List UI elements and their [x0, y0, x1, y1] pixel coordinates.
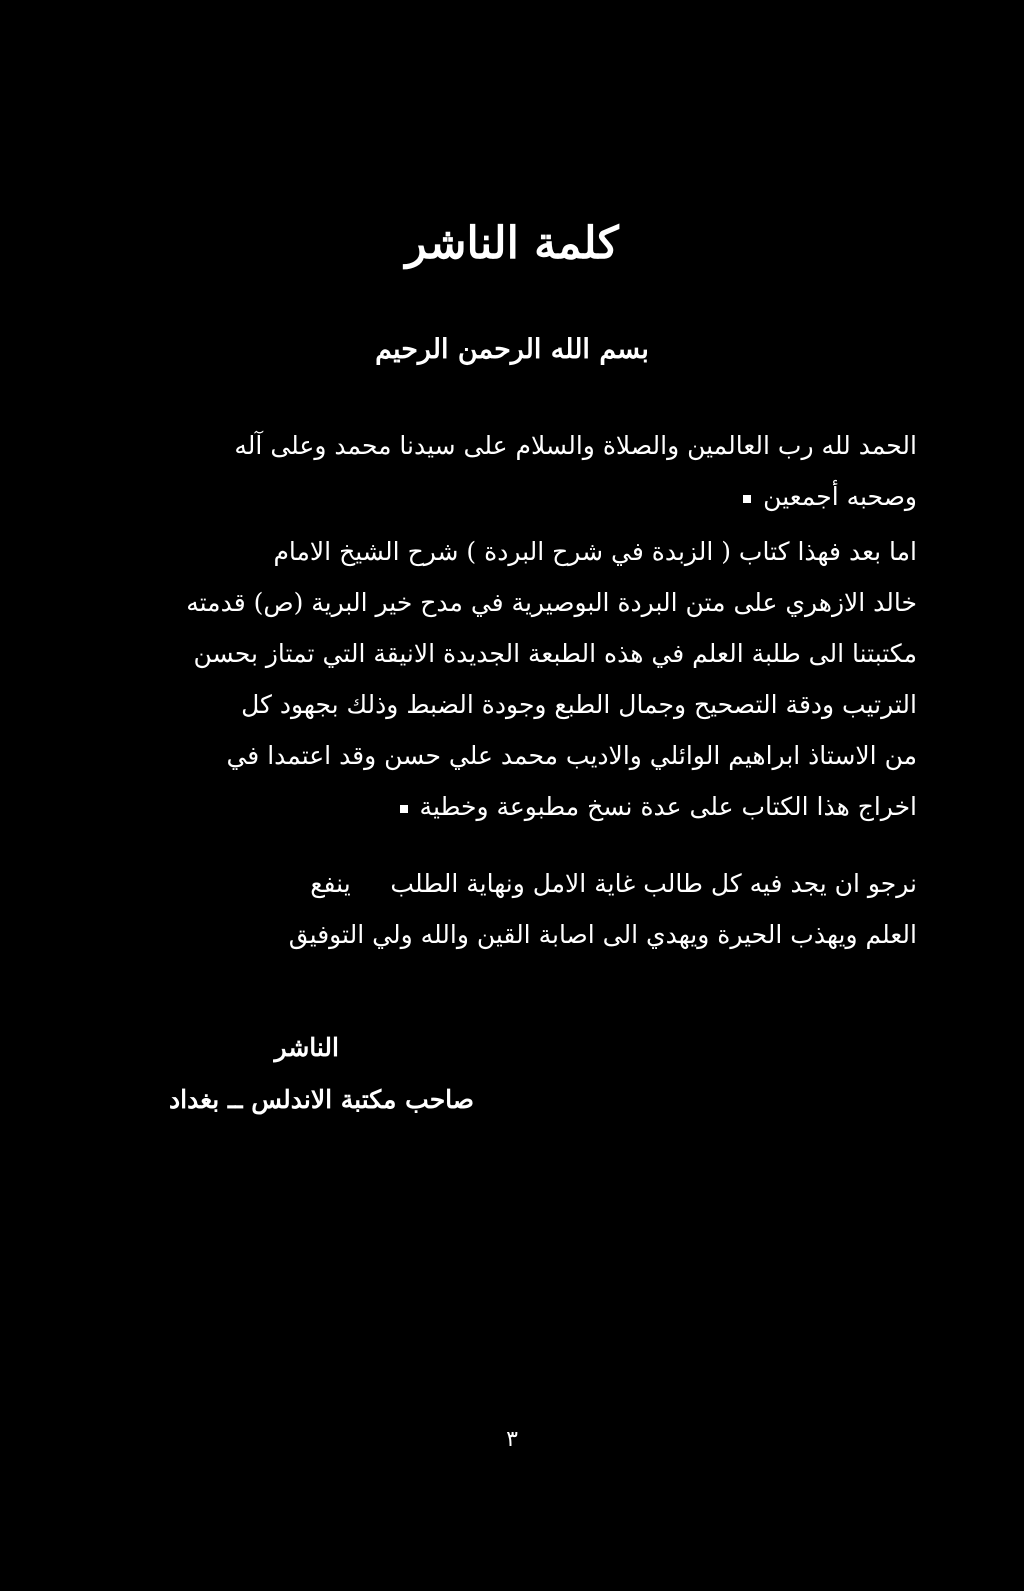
paragraph-line: العلم ويهذب الحيرة ويهدي الى اصابة القين والله ولي التوفيق [288, 920, 917, 949]
page-title: كلمة الناشر [405, 218, 619, 269]
paragraph-line-end [107, 471, 917, 522]
paragraph-line-text: وصحبه أجمعين [763, 482, 917, 511]
paragraph-line-end [107, 781, 917, 832]
paragraph-line: نرجو ان يجد فيه كل طالب غاية الامل ونهاية الطلب ينفع [310, 869, 917, 898]
paragraph-line: الحمد لله رب العالمين والصلاة والسلام على سيدنا محمد وعلى آله [234, 431, 917, 460]
paragraph-praise [107, 420, 917, 522]
paragraph-line: خالد الازهري على متن البردة البوصيرية في مدح خير البرية (ص) قدمته [186, 588, 917, 617]
paragraph-line: من الاستاذ ابراهيم الوائلي والاديب محمد علي حسن وقد اعتمدا في [226, 741, 917, 770]
basmala: بسم الله الرحمن الرحيم [375, 334, 649, 365]
paragraph-end-square-icon [743, 495, 751, 503]
paragraph-book-intro [107, 526, 917, 832]
paragraph-line: الترتيب ودقة التصحيح وجمال الطبع وجودة الضبط وذلك بجهود كل [241, 690, 917, 719]
publisher-name: صاحب مكتبة الاندلس ــ بغداد [169, 1085, 474, 1114]
page-number: ٣ [506, 1427, 518, 1452]
publisher-label: الناشر [274, 1033, 339, 1062]
paragraph-line: مكتبتنا الى طلبة العلم في هذه الطبعة الجديدة الانيقة التي تمتاز بحسن [193, 639, 917, 668]
paragraph-closing [107, 858, 917, 960]
paragraph-line-text: اخراج هذا الكتاب على عدة نسخ مطبوعة وخطية [419, 792, 917, 821]
paragraph-end-square-icon [400, 805, 408, 813]
paragraph-line: اما بعد فهذا كتاب ( الزبدة في شرح البردة ) شرح الشيخ الامام [273, 537, 917, 566]
